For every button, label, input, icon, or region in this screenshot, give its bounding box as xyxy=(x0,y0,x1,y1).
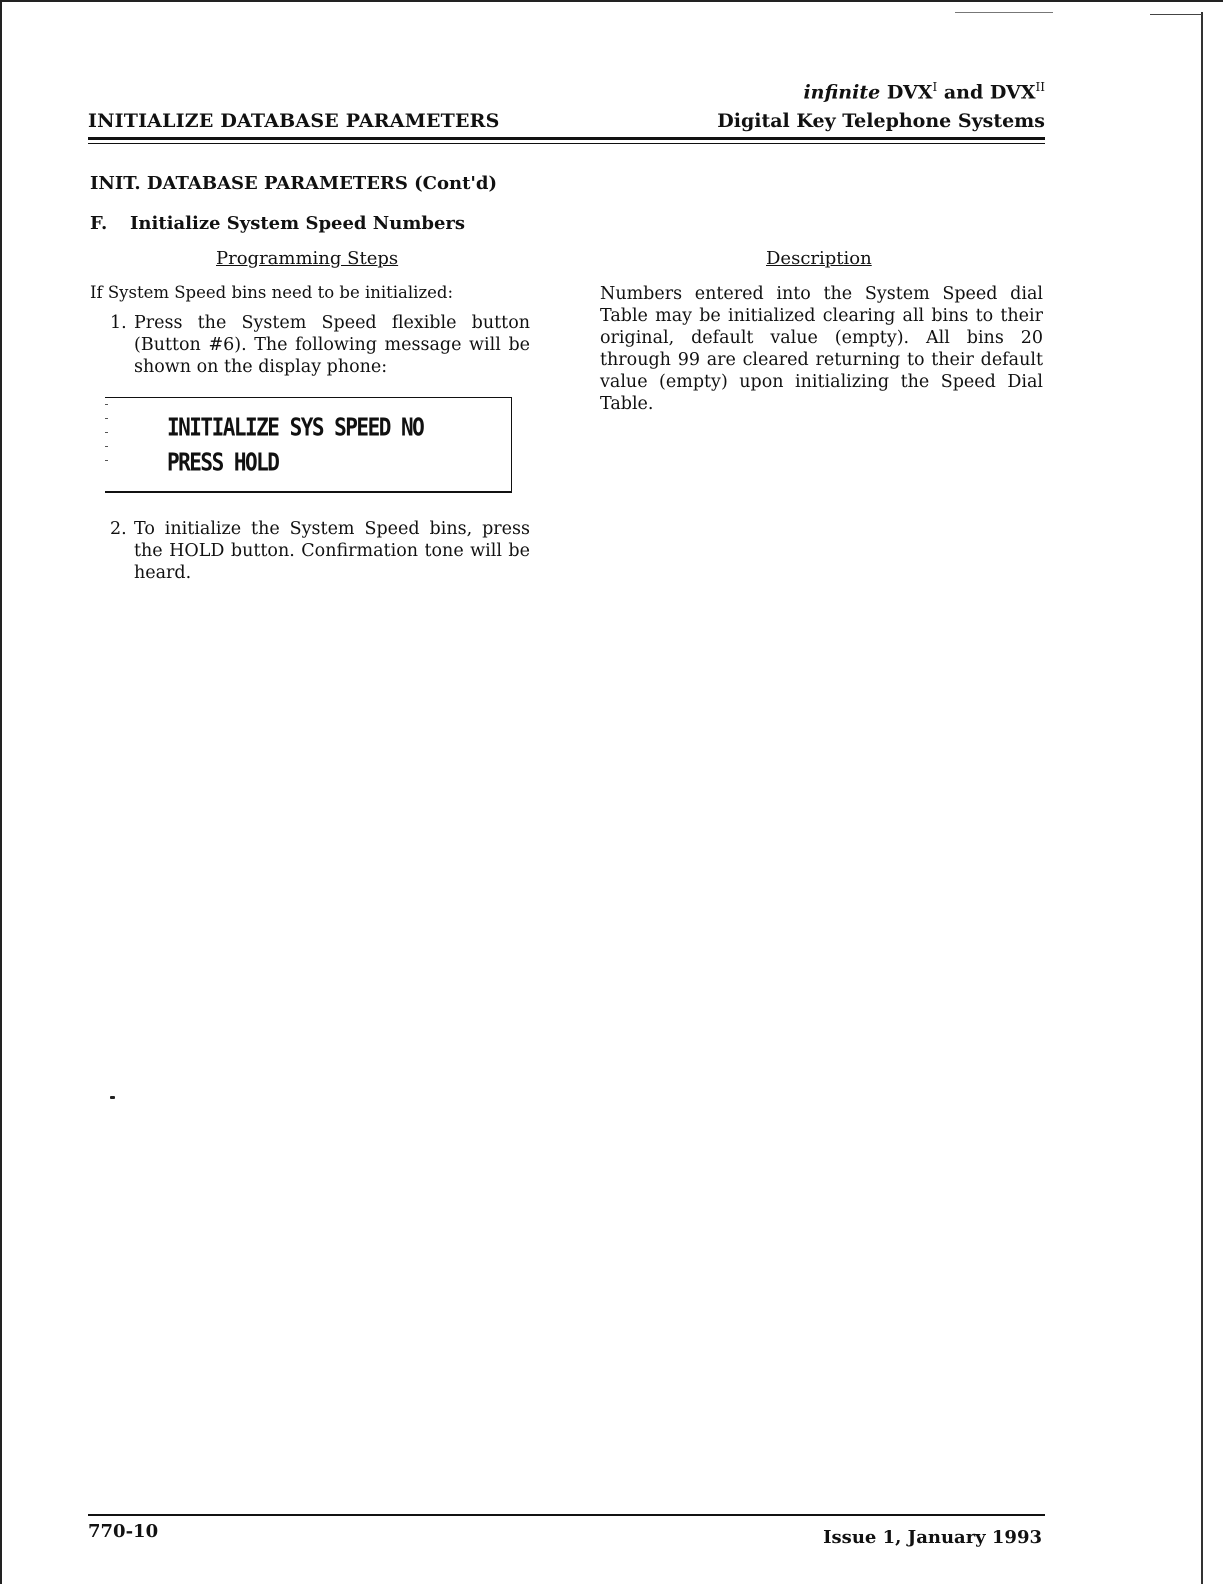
page-number: 770-10 xyxy=(88,1521,159,1542)
steps-intro: If System Speed bins need to be initialized: xyxy=(90,283,454,302)
subsection-letter: F. xyxy=(90,213,108,234)
step-2 xyxy=(110,518,530,584)
scan-speck xyxy=(110,1096,115,1099)
footer-rule xyxy=(88,1514,1045,1516)
display-box-border xyxy=(511,397,512,492)
subsection-label: Initialize System Speed Numbers xyxy=(130,213,466,234)
model-superscript: II xyxy=(1035,80,1045,94)
column-heading-programming-steps: Programming Steps xyxy=(216,248,399,269)
display-message-line-1: INITIALIZE SYS SPEED NO xyxy=(167,413,424,442)
model-name: DVX xyxy=(989,81,1036,104)
conjunction: and xyxy=(943,81,984,104)
model-superscript: I xyxy=(932,80,938,94)
scan-mark xyxy=(1150,14,1202,15)
scan-border-left xyxy=(0,0,2,1584)
issue-date: Issue 1, January 1993 xyxy=(823,1527,1042,1548)
display-box-border xyxy=(105,491,512,493)
display-box-border xyxy=(105,404,108,464)
column-heading-description: Description xyxy=(766,248,872,269)
scan-border-top xyxy=(0,0,1223,2)
brand-name: infinite xyxy=(803,81,881,104)
header-rule xyxy=(88,143,1045,144)
scan-border-right xyxy=(1201,12,1203,1584)
description-text: Numbers entered into the System Speed dial Table may be initialized clearing all bins to their original, default value (empty). All bins 20 through 99 are cleared returning to their default value (empty) upon initializing the Speed Dial Table. xyxy=(600,284,1043,414)
step-number: 2. xyxy=(110,519,127,539)
step-number: 1. xyxy=(110,313,127,333)
running-header-title: INITIALIZE DATABASE PARAMETERS xyxy=(88,110,500,132)
display-message-line-2: PRESS HOLD xyxy=(167,448,279,477)
header-rule xyxy=(88,137,1045,140)
step-text: Press the System Speed flexible button (Button #6). The following message will be shown on the display phone: xyxy=(134,313,530,377)
running-header-product xyxy=(700,80,1045,103)
running-header-subtitle: Digital Key Telephone Systems xyxy=(717,110,1045,132)
subsection-title xyxy=(90,213,465,234)
step-1 xyxy=(110,312,530,378)
display-box-border xyxy=(105,397,512,398)
step-text: To initialize the System Speed bins, press the HOLD button. Confirmation tone will be heard. xyxy=(134,519,530,583)
scan-mark xyxy=(955,12,1053,13)
section-title: INIT. DATABASE PARAMETERS (Cont'd) xyxy=(90,173,497,194)
model-name: DVX xyxy=(886,81,933,104)
